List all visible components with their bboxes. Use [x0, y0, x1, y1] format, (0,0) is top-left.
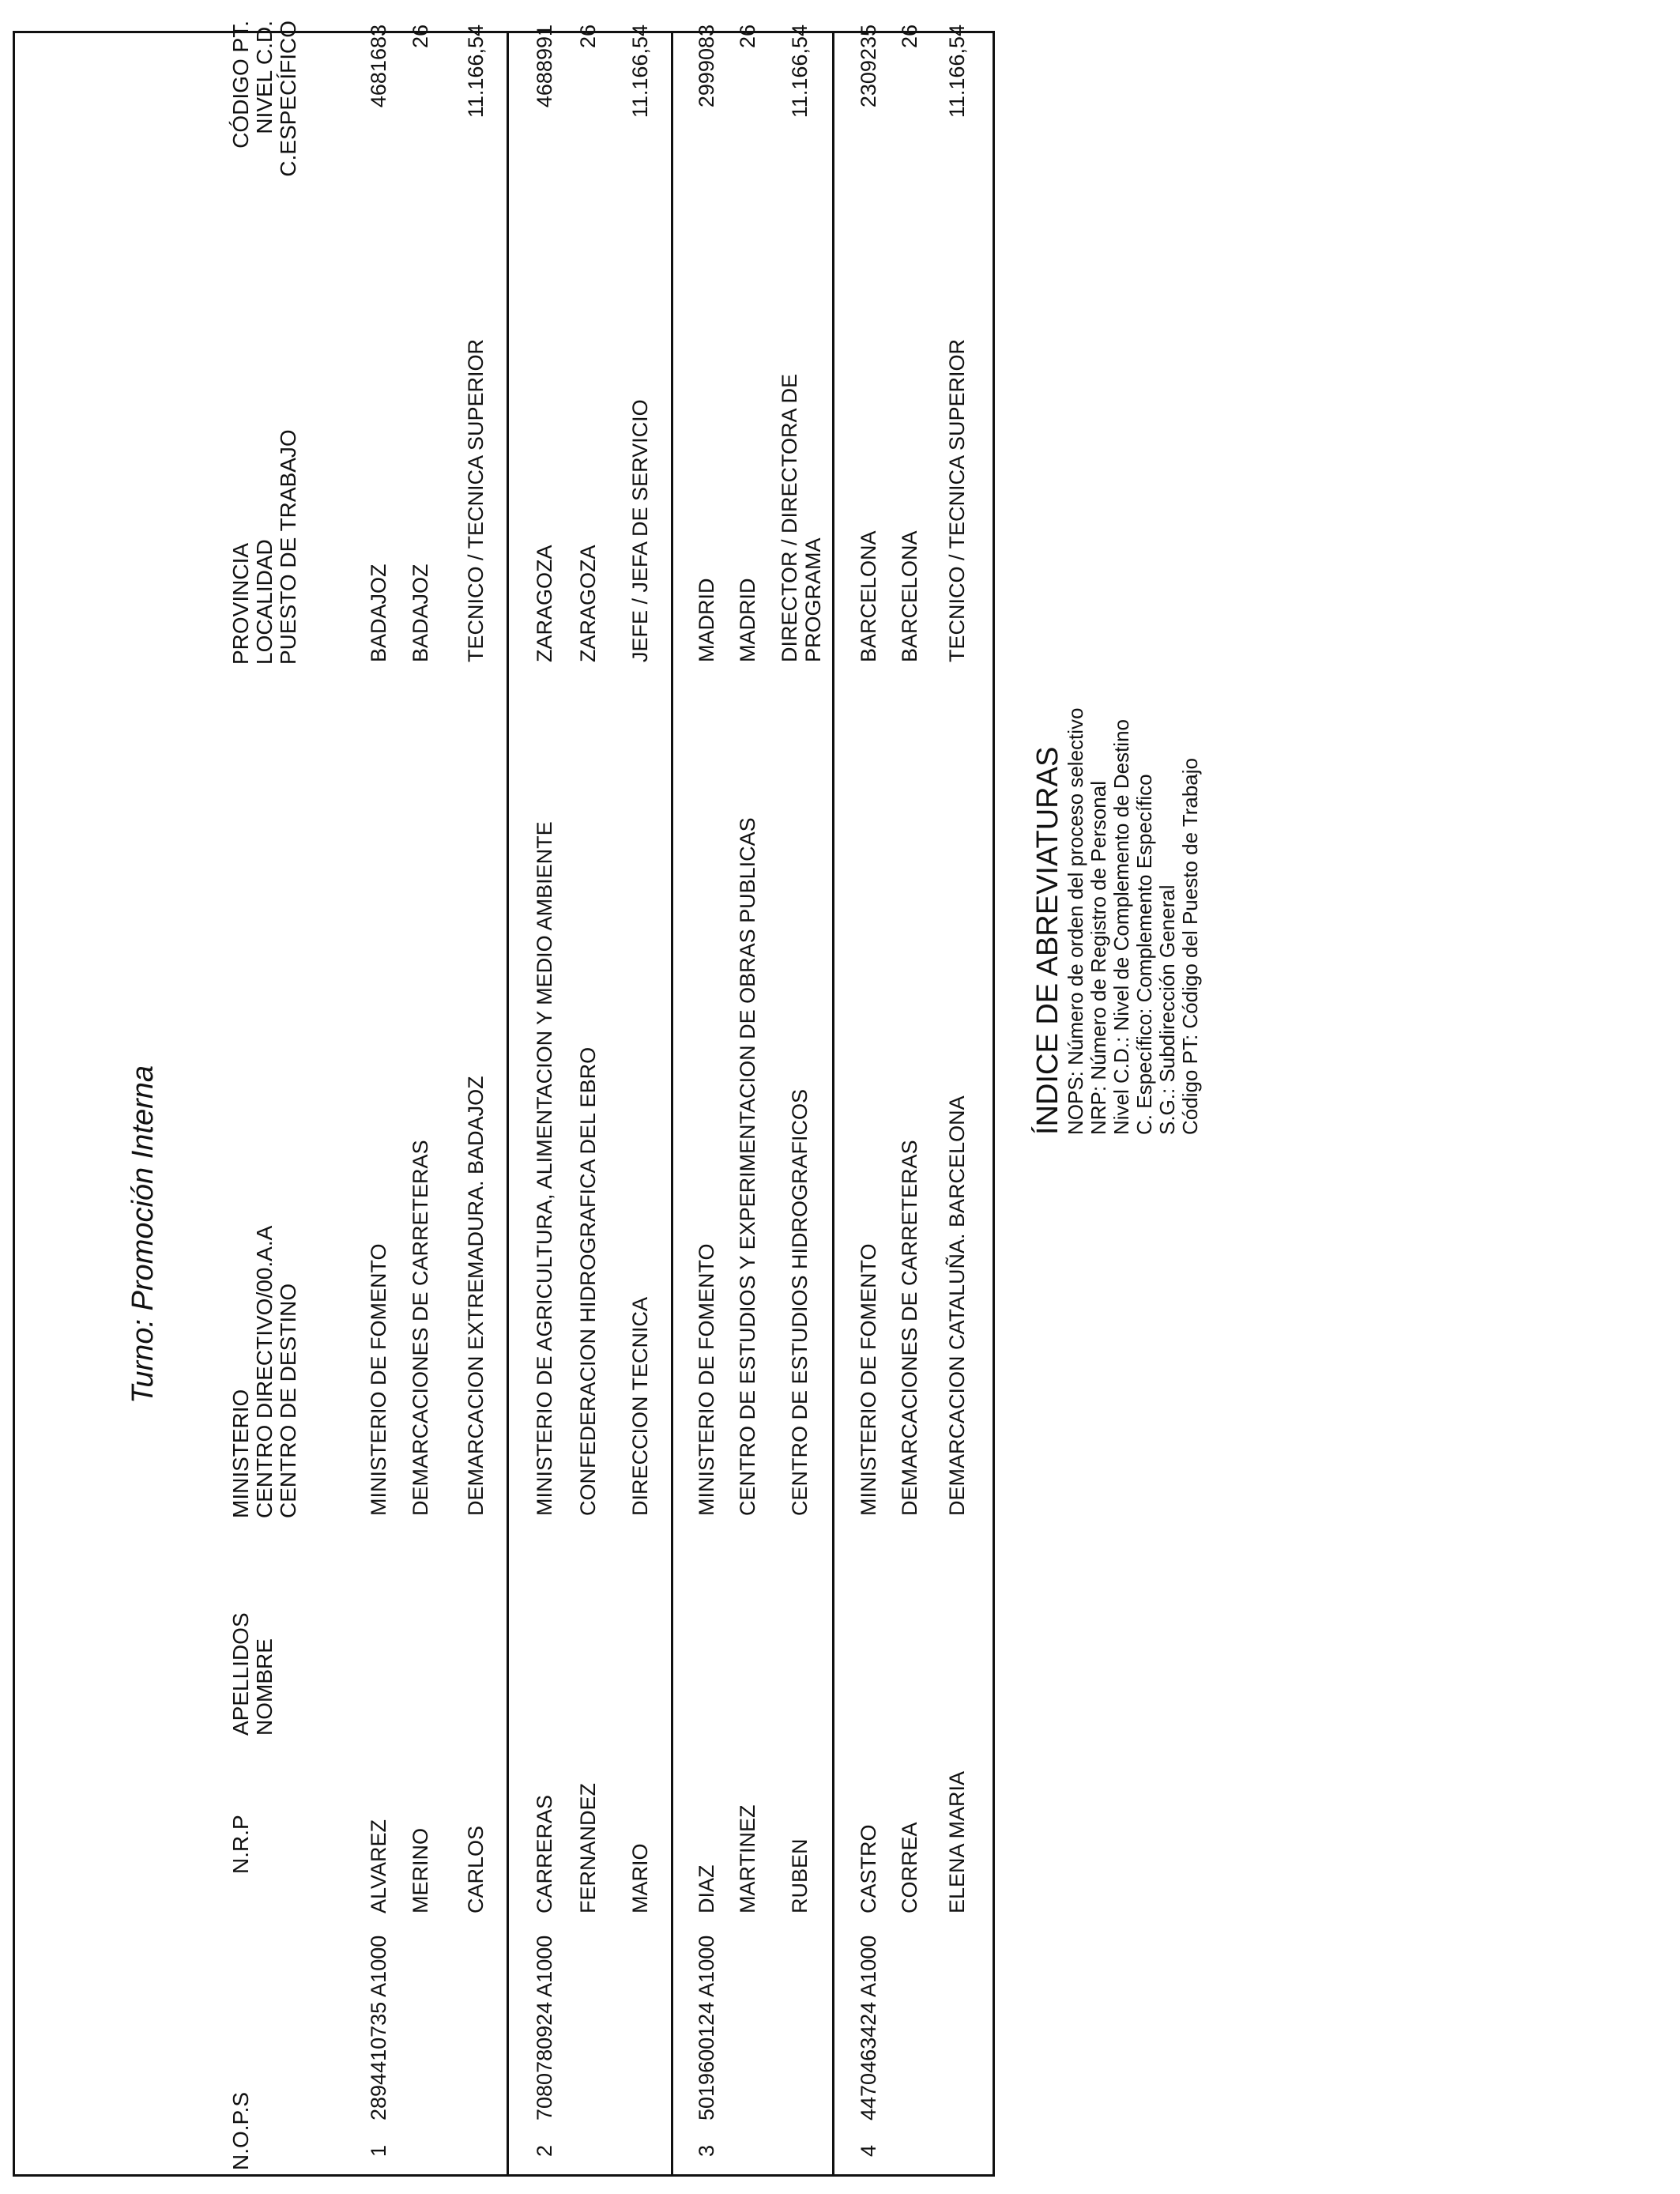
row3-localidad: MADRID — [736, 578, 759, 662]
abbreviation-item: Código PT: Código del Puesto de Trabajo — [1178, 758, 1202, 1135]
header-puesto-label: PUESTO DE TRABAJO — [276, 429, 300, 665]
row1-nivel: 26 — [409, 25, 432, 49]
header-codigo-label: CÓDIGO PT. — [228, 21, 253, 149]
row3-nrp: 5019600124 A1000 — [695, 1935, 718, 2120]
row1-nops: 1 — [367, 2144, 390, 2157]
header-nivel-label: NIVEL C.D. — [252, 21, 277, 134]
row1-centro-destino: DEMARCACION EXTREMADURA. BADAJOZ — [464, 1076, 488, 1516]
row1-nrp: 2894410735 A1000 — [367, 1935, 390, 2120]
row3-codigo: 2999083 — [695, 25, 718, 108]
row3-especifico: 11.166,54 — [788, 25, 812, 119]
row4-provincia: BARCELONA — [857, 530, 880, 662]
row3-puesto: DIRECTOR / DIRECTORA DE PROGRAMA — [778, 373, 825, 662]
row2-nombre: MARIO — [628, 1843, 652, 1913]
row4-especifico: 11.166,54 — [945, 25, 969, 119]
row1-codigo: 4681683 — [367, 25, 390, 108]
row4-apellido1: CASTRO — [857, 1824, 880, 1913]
header-nrp-label: N.R.P — [228, 1815, 253, 1874]
row2-codigo: 4688991 — [533, 25, 556, 108]
row4-puesto: TECNICO / TECNICA SUPERIOR — [945, 338, 969, 662]
header-nombre-label: NOMBRE — [252, 1638, 277, 1736]
header-especifico-label: C.ESPECÍFICO — [276, 21, 300, 177]
row3-nops: 3 — [695, 2144, 718, 2157]
row3-provincia: MADRID — [695, 578, 718, 662]
row2-ministerio: MINISTERIO DE AGRICULTURA, ALIMENTACION Y MEDIO AMBIENTE — [533, 821, 556, 1516]
row4-nombre: ELENA MARIA — [945, 1770, 969, 1913]
header-provincia-label: PROVINCIA — [228, 542, 253, 665]
row2-especifico: 11.166,54 — [628, 25, 652, 119]
row3-centro-destino: CENTRO DE ESTUDIOS HIDROGRAFICOS — [788, 1088, 812, 1516]
row2-nrp: 7080780924 A1000 — [533, 1935, 556, 2120]
row2-nops: 2 — [533, 2144, 556, 2157]
row3-nombre: RUBEN — [788, 1838, 812, 1913]
abbreviation-item: S.G.: Subdirección General — [1155, 884, 1179, 1135]
abbreviation-index — [1031, 708, 1202, 1136]
row2-centro-destino: DIRECCION TECNICA — [628, 1296, 652, 1516]
group-divider — [832, 33, 834, 2174]
abbreviation-item: NOPS: Número de orden del proceso selectivo — [1064, 707, 1087, 1135]
header-nops-label: N.O.P.S — [228, 2091, 253, 2170]
row3-centro-directivo: CENTRO DE ESTUDIOS Y EXPERIMENTACION DE OBRAS PUBLICAS — [736, 817, 759, 1516]
header-centro-destino-label: CENTRO DE DESTINO — [276, 1283, 300, 1518]
header-localidad-label: LOCALIDAD — [252, 539, 277, 665]
abbreviation-title: ÍNDICE DE ABREVIATURAS — [1031, 746, 1064, 1135]
row4-codigo: 2309235 — [857, 25, 880, 108]
row4-localidad: BARCELONA — [898, 530, 921, 662]
row1-puesto: TECNICO / TECNICA SUPERIOR — [464, 338, 488, 662]
row4-nrp: 4470463424 A1000 — [857, 1935, 880, 2120]
group-divider — [507, 33, 509, 2174]
row2-nivel: 26 — [576, 25, 600, 49]
row2-localidad: ZARAGOZA — [576, 545, 600, 662]
row2-puesto: JEFE / JEFA DE SERVICIO — [628, 399, 652, 662]
header-centro-directivo-label: CENTRO DIRECTIVO/00.A.A — [252, 1225, 277, 1518]
row4-nivel: 26 — [898, 25, 921, 49]
abbreviation-item: NRP: Número de Registro de Personal — [1087, 781, 1110, 1135]
row2-apellido2: FERNANDEZ — [576, 1782, 600, 1913]
header-ministerio-label: MINISTERIO — [228, 1389, 253, 1518]
row4-ministerio: MINISTERIO DE FOMENTO — [857, 1243, 880, 1516]
row4-apellido2: CORREA — [898, 1822, 921, 1913]
row3-apellido1: DIAZ — [695, 1864, 718, 1913]
row1-especifico: 11.166,54 — [464, 25, 488, 119]
header-apellidos-label: APELLIDOS — [228, 1612, 253, 1736]
abbreviation-item: C. Específico: Complemento Específico — [1132, 774, 1156, 1135]
turno-title: Turno: Promoción Interna — [126, 1065, 160, 1404]
row4-centro-directivo: DEMARCACIONES DE CARRETERAS — [898, 1140, 921, 1516]
row1-apellido1: ALVAREZ — [367, 1819, 390, 1913]
row1-provincia: BADAJOZ — [367, 564, 390, 662]
row1-apellido2: MERINO — [409, 1828, 432, 1913]
row2-apellido1: CARRERAS — [533, 1794, 556, 1913]
data-table — [13, 25, 995, 2177]
abbreviation-item: Nivel C.D.: Nivel de Complemento de Destino — [1109, 719, 1133, 1135]
row4-nops: 4 — [857, 2144, 880, 2157]
group-divider — [671, 33, 673, 2174]
row1-nombre: CARLOS — [464, 1825, 488, 1913]
row1-centro-directivo: DEMARCACIONES DE CARRETERAS — [409, 1140, 432, 1516]
row2-centro-directivo: CONFEDERACION HIDROGRAFICA DEL EBRO — [576, 1046, 600, 1516]
row4-centro-destino: DEMARCACION CATALUÑA. BARCELONA — [945, 1095, 969, 1516]
row1-ministerio: MINISTERIO DE FOMENTO — [367, 1243, 390, 1516]
row3-apellido2: MARTINEZ — [736, 1804, 759, 1913]
row1-localidad: BADAJOZ — [409, 564, 432, 662]
row3-ministerio: MINISTERIO DE FOMENTO — [695, 1243, 718, 1516]
row2-provincia: ZARAGOZA — [533, 545, 556, 662]
row3-nivel: 26 — [736, 25, 759, 49]
